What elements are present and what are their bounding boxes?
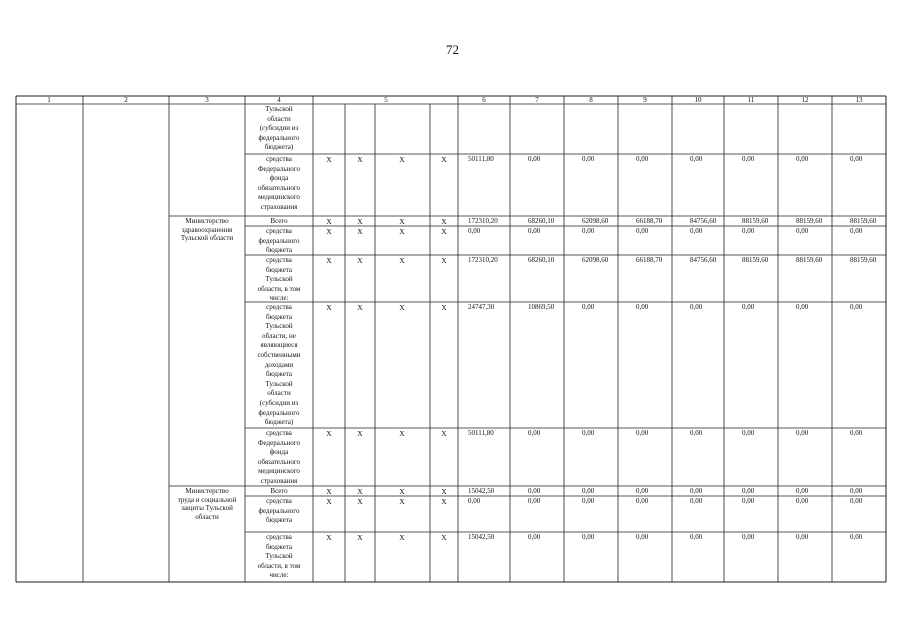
value-cell: 0,00: [636, 429, 649, 437]
value-cell: 0,00: [850, 227, 863, 235]
value-cell: 62098,60: [582, 217, 609, 225]
x-mark: X: [357, 533, 363, 542]
value-cell: 0,00: [528, 533, 541, 541]
x-mark: X: [357, 155, 363, 164]
header-cell-col-3: 3: [205, 96, 209, 104]
value-cell: 0,00: [528, 227, 541, 235]
value-cell: 0,00: [528, 487, 541, 495]
x-mark: X: [326, 227, 332, 236]
value-cell: 0,00: [636, 497, 649, 505]
x-mark: X: [399, 227, 405, 236]
value-cell: 0,00: [528, 497, 541, 505]
value-cell: 0,00: [742, 487, 755, 495]
value-cell: 0,00: [850, 429, 863, 437]
value-cell: 0,00: [742, 303, 755, 311]
x-mark: X: [441, 155, 447, 164]
value-cell: 88159,60: [742, 256, 769, 264]
x-mark: X: [441, 429, 447, 438]
x-mark: X: [357, 217, 363, 226]
value-cell: 0,00: [690, 429, 703, 437]
value-cell: 0,00: [742, 497, 755, 505]
funding-source: средства бюджета Тульской области, в том числе:: [257, 256, 301, 303]
value-cell: 0,00: [528, 429, 541, 437]
value-cell: 0,00: [796, 497, 809, 505]
value-cell: 88159,60: [796, 256, 823, 264]
value-cell: 68260,10: [528, 217, 555, 225]
value-cell: 0,00: [636, 303, 649, 311]
value-cell: 0,00: [796, 533, 809, 541]
x-mark: X: [326, 497, 332, 506]
value-cell: 0,00: [468, 227, 481, 235]
value-cell: 50111,80: [468, 429, 494, 437]
x-mark: X: [399, 533, 405, 542]
x-mark: X: [441, 497, 447, 506]
header-cell-col-4: 4: [277, 96, 281, 104]
table-grid: [16, 96, 886, 582]
value-cell: 0,00: [690, 303, 703, 311]
x-mark: X: [441, 487, 447, 496]
value-cell: 0,00: [468, 497, 481, 505]
value-cell: 0,00: [796, 487, 809, 495]
value-cell: 0,00: [850, 155, 863, 163]
value-cell: 172310,20: [468, 217, 498, 225]
value-cell: 0,00: [742, 533, 755, 541]
x-mark: X: [441, 227, 447, 236]
value-cell: 0,00: [742, 227, 755, 235]
value-cell: 0,00: [636, 227, 649, 235]
value-cell: 0,00: [582, 227, 595, 235]
value-cell: 62098,60: [582, 256, 609, 264]
x-mark: X: [326, 487, 332, 496]
x-mark: X: [441, 256, 447, 265]
funding-source: Всего: [270, 217, 288, 225]
budget-table: [16, 96, 886, 582]
x-mark: X: [357, 303, 363, 312]
x-mark: X: [357, 429, 363, 438]
x-mark: X: [441, 303, 447, 312]
value-cell: 0,00: [850, 487, 863, 495]
value-cell: 88159,60: [850, 256, 877, 264]
value-cell: 0,00: [636, 487, 649, 495]
x-mark: X: [357, 497, 363, 506]
funding-source: Тульской области (субсидии из федерального бюджета): [258, 105, 300, 152]
value-cell: 0,00: [582, 487, 595, 495]
value-cell: 84756,60: [690, 256, 717, 264]
x-mark: X: [357, 256, 363, 265]
x-mark: X: [357, 487, 363, 496]
value-cell: 0,00: [796, 303, 809, 311]
value-cell: 50111,80: [468, 155, 494, 163]
value-cell: 0,00: [636, 533, 649, 541]
value-cell: 0,00: [582, 303, 595, 311]
funding-source: средства бюджета Тульской области, не являющиеся собственными доходами бюджета Тульской области (субсидии из федерального бюджета): [257, 303, 301, 427]
x-mark: X: [326, 303, 332, 312]
value-cell: 88159,60: [850, 217, 877, 225]
x-mark: X: [399, 487, 405, 496]
header-cell-col-2: 2: [124, 96, 128, 104]
value-cell: 0,00: [796, 227, 809, 235]
header-cell-col-13: 13: [855, 96, 863, 104]
x-mark: X: [326, 217, 332, 226]
x-mark: X: [399, 303, 405, 312]
header-cell-col-9: 9: [643, 96, 647, 104]
value-cell: 0,00: [850, 533, 863, 541]
x-mark: X: [357, 227, 363, 236]
value-cell: 0,00: [690, 497, 703, 505]
header-cell-col-10: 10: [694, 96, 702, 104]
value-cell: 0,00: [796, 155, 809, 163]
x-mark: X: [399, 429, 405, 438]
header-cell-col-5: 5: [384, 96, 388, 104]
value-cell: 0,00: [690, 155, 703, 163]
funding-source: средства федерального бюджета: [258, 227, 300, 255]
x-mark: X: [399, 256, 405, 265]
header-cell-col-7: 7: [535, 96, 539, 104]
value-cell: 0,00: [690, 487, 703, 495]
value-cell: 0,00: [850, 303, 863, 311]
value-cell: 88159,60: [796, 217, 823, 225]
value-cell: 66188,70: [636, 217, 663, 225]
value-cell: 0,00: [742, 155, 755, 163]
funding-source: Всего: [270, 487, 288, 495]
header-cell-col-1: 1: [47, 96, 51, 104]
value-cell: 10869,50: [528, 303, 555, 311]
funding-source: средства Федерального фонда обязательного медицинского страхования: [257, 429, 301, 485]
organization-name: Министерство здравоохранения Тульской области: [180, 217, 234, 243]
organization-name: Министерство труда и социальной защиты Тульской области: [177, 487, 237, 521]
value-cell: 66188,70: [636, 256, 663, 264]
value-cell: 0,00: [690, 533, 703, 541]
x-mark: X: [441, 533, 447, 542]
header-cell-col-12: 12: [801, 96, 809, 104]
value-cell: 88159,60: [742, 217, 769, 225]
value-cell: 0,00: [528, 155, 541, 163]
x-mark: X: [326, 155, 332, 164]
x-mark: X: [399, 217, 405, 226]
value-cell: 0,00: [582, 497, 595, 505]
page-number: 72: [446, 42, 459, 57]
value-cell: 68260,10: [528, 256, 555, 264]
value-cell: 0,00: [850, 497, 863, 505]
x-mark: X: [441, 217, 447, 226]
funding-source: средства бюджета Тульской области, в том числе:: [257, 533, 301, 580]
value-cell: 24747,30: [468, 303, 495, 311]
funding-source: средства Федерального фонда обязательного медицинского страхования: [257, 155, 301, 211]
x-mark: X: [399, 155, 405, 164]
value-cell: 0,00: [796, 429, 809, 437]
x-mark: X: [399, 497, 405, 506]
header-cell-col-6: 6: [482, 96, 486, 104]
value-cell: 0,00: [742, 429, 755, 437]
x-mark: X: [326, 256, 332, 265]
value-cell: 0,00: [582, 429, 595, 437]
header-cell-col-11: 11: [747, 96, 755, 104]
value-cell: 84756,60: [690, 217, 717, 225]
value-cell: 172310,20: [468, 256, 498, 264]
value-cell: 0,00: [636, 155, 649, 163]
value-cell: 15042,50: [468, 487, 495, 495]
funding-source: средства федерального бюджета: [258, 497, 300, 525]
value-cell: 0,00: [690, 227, 703, 235]
value-cell: 15042,50: [468, 533, 495, 541]
value-cell: 0,00: [582, 155, 595, 163]
x-mark: X: [326, 429, 332, 438]
header-cell-col-8: 8: [589, 96, 593, 104]
x-mark: X: [326, 533, 332, 542]
value-cell: 0,00: [582, 533, 595, 541]
